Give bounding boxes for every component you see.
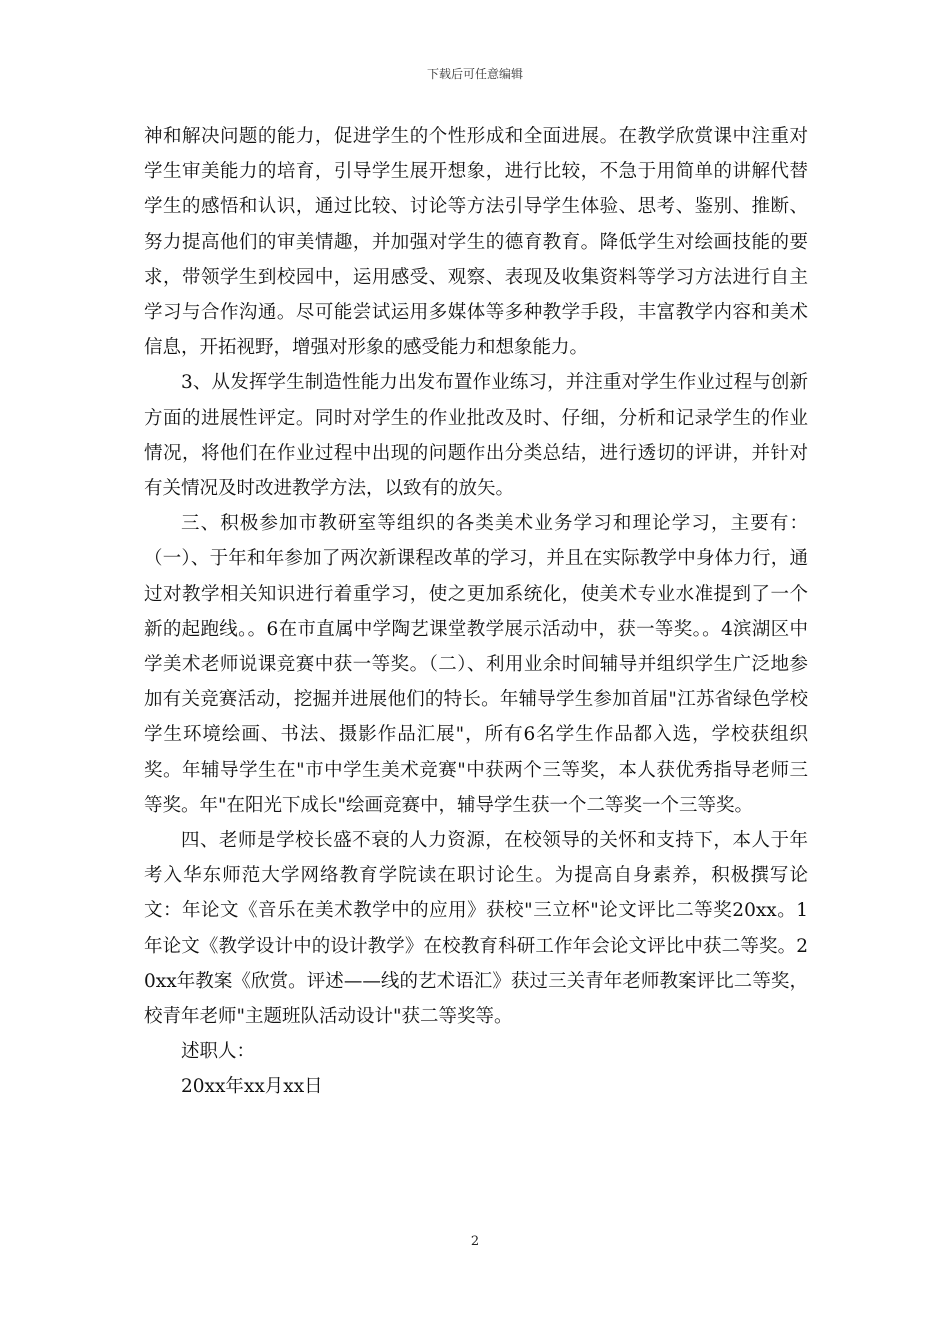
paragraph-item-3: 3、从发挥学生制造性能力出发布置作业练习，并注重对学生作业过程与创新方面的进展性评定。同时对学生的作业批改及时、仔细，分析和记录学生的作业情况，将他们在作业过程中出现的问题作出分类总结，进行透切的评讲，并针对有关情况及时改进教学方法，以致有的放矢。 [144,372,808,500]
document-body [144,119,808,1105]
paragraph-section-4: 四、老师是学校长盛不衰的人力资源，在校领导的关怀和支持下，本人于年考入华东师范大学网络教育学院读在职讨论生。为提高自身素养，积极撰写论文：年论文《音乐在美术教学中的应用》获校"三立杯"论文评比二等奖20xx。1年论文《教学设计中的设计教学》在校教育科研工作年会论文评比中获二等奖。20xx年教案《欣赏。评述——线的艺术语汇》获过三关青年老师教案评比二等奖，校青年老师"主题班队活动设计"获二等奖等。 [144,830,808,1028]
signature-label: 述职人： [181,1041,256,1063]
page-header: 下载后可任意编辑 [426,67,523,81]
page-number: 2 [470,1234,480,1249]
paragraph-section-3: 三、积极参加市教研室等组织的各类美术业务学习和理论学习，主要有：（一）、于年和年参加了两次新课程改革的学习，并且在实际教学中身体力行，通过对教学相关知识进行着重学习，使之更加系统化，使美术专业水准提到了一个新的起跑线。。6在市直属中学陶艺课堂教学展示活动中，获一等奖。。4滨湖区中学美术老师说课竞赛中获一等奖。（二）、利用业余时间辅导并组织学生广泛地参加有关竞赛活动，挖掘并进展他们的特长。年辅导学生参加首届"江苏省绿色学校学生环境绘画、书法、摄影作品汇展"，所有6名学生作品都入选，学校获组织奖。年辅导学生在"市中学生美术竞赛"中获两个三等奖，本人获优秀指导老师三等奖。年"在阳光下成长"绘画竞赛中，辅导学生获一个二等奖一个三等奖。 [144,513,808,816]
signature-date: 20xx年xx月xx日 [181,1076,323,1098]
paragraph-continuation: 神和解决问题的能力，促进学生的个性形成和全面进展。在教学欣赏课中注重对学生审美能力的培育，引导学生展开想象，进行比较，不急于用简单的讲解代替学生的感悟和认识，通过比较、讨论等方法引导学生体验、思考、鉴别、推断、努力提高他们的审美情趣，并加强对学生的德育教育。降低学生对绘画技能的要求，带领学生到校园中，运用感受、观察、表现及收集资料等学习方法进行自主学习与合作沟通。尽可能尝试运用多媒体等多种教学手段，丰富教学内容和美术信息，开拓视野，增强对形象的感受能力和想象能力。 [144,126,808,359]
